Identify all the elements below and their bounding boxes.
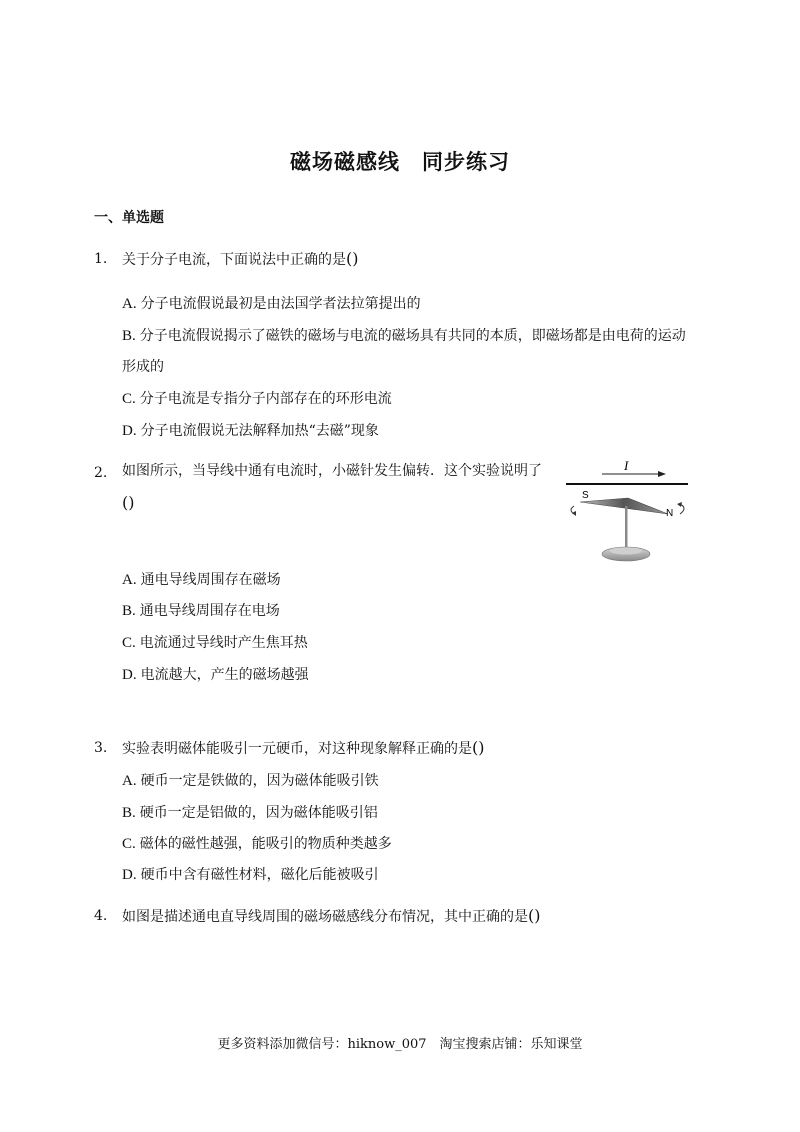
question-stem-text: 如图所示，当导线中通有电流时，小磁针发生偏转．这个实验说明了: [122, 463, 542, 479]
option-letter: B.: [122, 603, 136, 619]
question-stem: [122, 456, 562, 520]
question-number: 4.: [94, 908, 108, 924]
option-d: [122, 864, 379, 884]
option-letter: D.: [122, 423, 137, 439]
option-letter: C.: [122, 836, 136, 852]
question-stem: [122, 249, 358, 269]
answer-paren: (): [346, 249, 359, 268]
answer-paren: (): [528, 906, 541, 925]
answer-paren: (): [122, 493, 135, 512]
answer-paren: (): [472, 738, 485, 757]
pole-n-label: N: [666, 508, 674, 519]
option-letter: B.: [122, 328, 136, 344]
option-a: [122, 770, 379, 790]
option-letter: B.: [122, 805, 136, 821]
option-letter: D.: [122, 667, 137, 683]
current-arrow-head: [658, 471, 666, 477]
option-text: 电流通过导线时产生焦耳热: [139, 635, 308, 651]
question-stem-text: 关于分子电流，下面说法中正确的是: [122, 252, 346, 268]
option-text: 硬币一定是铁做的，因为磁体能吸引铁: [140, 773, 379, 789]
option-text: 分子电流假说最初是由法国学者法拉第提出的: [140, 296, 421, 312]
option-text: 硬币一定是铝做的，因为磁体能吸引铝: [139, 805, 378, 821]
question-stem: [122, 906, 540, 926]
option-c: [122, 632, 308, 652]
option-letter: C.: [122, 635, 136, 651]
option-b-continuation: 形成的: [122, 359, 164, 375]
option-d: [122, 420, 379, 440]
option-text: 通电导线周围存在电场: [139, 603, 280, 619]
question-stem-text: 如图是描述通电直导线周围的磁场磁感线分布情况，其中正确的是: [122, 909, 528, 925]
compass-needle: [580, 498, 668, 514]
option-text: 硬币中含有磁性材料，磁化后能被吸引: [140, 867, 379, 883]
current-label: I: [624, 458, 629, 473]
option-letter: A.: [122, 296, 137, 312]
option-b: [122, 325, 686, 345]
question-number: 2.: [94, 465, 108, 481]
option-text: 磁体的磁性越强，能吸引的物质种类越多: [139, 836, 392, 852]
option-text: 分子电流假说揭示了磁铁的磁场与电流的磁场具有共同的本质，即磁场都是由电荷的运动: [139, 328, 686, 344]
compass-wire-figure: [560, 458, 695, 568]
option-c: [122, 833, 392, 853]
option-d: [122, 664, 309, 684]
option-text: 电流越大，产生的磁场越强: [140, 667, 309, 683]
option-letter: A.: [122, 572, 137, 588]
page-title: 磁场磁感线 同步练习: [290, 149, 510, 174]
option-b: [122, 802, 378, 822]
question-stem-text: 实验表明磁体能吸引一元硬币，对这种现象解释正确的是: [122, 741, 472, 757]
option-letter: D.: [122, 867, 137, 883]
option-text: 分子电流假说无法解释加热“去磁”现象: [140, 423, 379, 439]
rotation-arrow-right-head: [677, 502, 682, 507]
section-heading: 一、单选题: [94, 210, 164, 226]
footer-contact: 更多资料添加微信号：hiknow_007 淘宝搜索店铺：乐知课堂: [217, 1037, 583, 1052]
option-letter: A.: [122, 773, 137, 789]
question-number: 3.: [94, 740, 108, 756]
compass-pivot: [625, 506, 628, 548]
option-b: [122, 600, 280, 620]
option-letter: C.: [122, 391, 136, 407]
option-a: [122, 569, 281, 589]
pole-s-label: S: [582, 490, 589, 501]
option-text: 分子电流是专指分子内部存在的环形电流: [139, 391, 392, 407]
option-text: 通电导线周围存在磁场: [140, 572, 281, 588]
question-number: 1.: [94, 251, 108, 267]
question-stem: [122, 738, 484, 758]
option-a: [122, 293, 421, 313]
compass-base-top: [610, 548, 642, 555]
option-c: [122, 388, 392, 408]
